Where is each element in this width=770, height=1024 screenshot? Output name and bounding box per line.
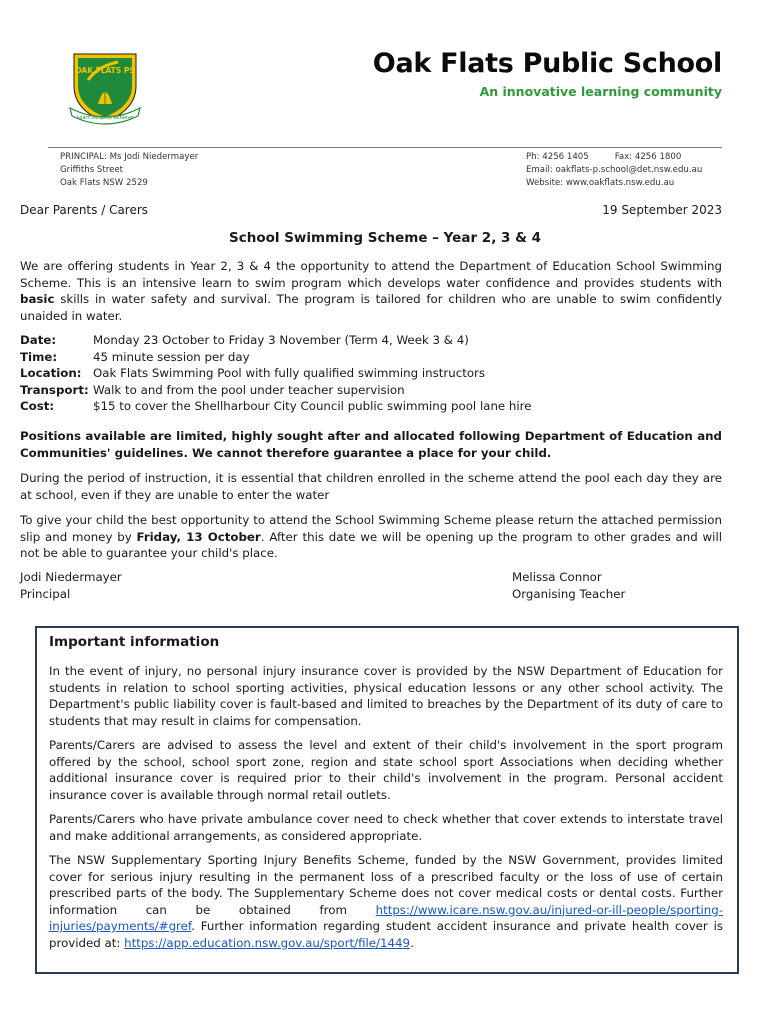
important-paragraph-2: Parents/Carers are advised to assess the level and extent of their child's involvement in the sport program offered by the school, school sport zone, region and state school sport Associations when deciding whether additional insurance cover is required prior to their child's involvement in the program. Personal accident insurance cover is available through normal retail outlets. <box>49 738 723 802</box>
signatory-name: Jodi Niedermayer <box>20 570 122 584</box>
contact-block <box>526 151 702 190</box>
signatory-role: Principal <box>20 586 71 601</box>
website-text: Website: www.oakflats.nsw.edu.au <box>526 178 675 188</box>
crest-motto: Learn Respect Achieve <box>76 115 134 121</box>
important-paragraph-4: The NSW Supplementary Sporting Injury Benefits Scheme, funded by the NSW Government, provides limited cover for serious injury resulting in the permanent loss of a prescribed faculty or the loss of use of certain prescribed parts of the body. The Supplementary Scheme does not cover medical costs or dental costs. Further information can be obtained from https://www.icare.nsw.gov.au/injured-or-ill-people/sporting-injuries/payments/#gref. Further information regarding student accident insurance and private health cover is provided at: https://app.education.nsw.gov.au/sport/file/1449. <box>49 853 723 950</box>
attendance-note: During the period of instruction, it is essential that children enrolled in the scheme attend the pool each day they are at school, even if they are unable to enter the water <box>20 471 722 502</box>
icare-link[interactable]: https://www.icare.nsw.gov.au/injured-or-ill-people/sporting-injuries/payments/#gref <box>49 902 723 933</box>
return-note: To give your child the best opportunity to attend the School Swimming Scheme please return the attached permission slip and money by Friday, 13 October. After this date we will be opening up the program to other grades and will not be able to guarantee your child's place. <box>20 513 723 560</box>
signatory-name: Melissa Connor <box>512 570 602 584</box>
detail-row-transport: Transport: Walk to and from the pool under teacher supervision <box>20 382 405 397</box>
header-divider <box>48 147 722 148</box>
street-line: Griffiths Street <box>60 165 124 175</box>
important-paragraph-3: Parents/Carers who have private ambulance cover need to check whether that cover extends to interstate travel and make additional arrangements, as considered appropriate. <box>49 812 723 843</box>
signatory-role: Organising Teacher <box>512 586 626 601</box>
school-tagline: An innovative learning community <box>479 84 722 99</box>
detail-row-date: Date: Monday 23 October to Friday 3 November (Term 4, Week 3 & 4) <box>20 333 469 347</box>
signatory-teacher <box>512 569 625 602</box>
phone-text: Ph: 4256 1405 <box>526 152 589 162</box>
email-text: Email: oakflats-p.school@det.nsw.edu.au <box>526 165 703 175</box>
salutation: Dear Parents / Carers <box>20 203 149 217</box>
education-sport-link[interactable]: https://app.education.nsw.gov.au/sport/file/1449 <box>124 935 411 950</box>
crest-text: OAK FLATS PS <box>75 66 135 75</box>
suburb-line: Oak Flats NSW 2529 <box>60 178 148 188</box>
important-information-box <box>35 626 739 974</box>
detail-row-time: Time: 45 minute session per day <box>20 349 250 364</box>
signatory-principal <box>20 569 122 602</box>
positions-note: Positions available are limited, highly sought after and allocated following Department of Education and Communities' guidelines. We cannot therefore guarantee a place for your child. <box>20 429 722 460</box>
school-name: Oak Flats Public School <box>372 48 722 79</box>
important-title: Important information <box>49 634 220 650</box>
details-list <box>20 332 532 415</box>
principal-address-block <box>60 151 198 190</box>
school-crest-logo <box>68 46 142 128</box>
detail-row-location: Location: Oak Flats Swimming Pool with fully qualified swimming instructors <box>20 366 486 380</box>
detail-row-cost: Cost: $15 to cover the Shellharbour City Council public swimming pool lane hire <box>20 399 532 413</box>
letter-title: School Swimming Scheme – Year 2, 3 & 4 <box>229 230 541 246</box>
important-paragraph-1: In the event of injury, no personal injury insurance cover is provided by the NSW Department of Education for students in relation to school sporting activities, physical education lessons or any other school activity. The Department's public liability cover is fault-based and limited to breaches by the Department of its duty of care to students that may result in claims for compensation. <box>49 664 723 728</box>
fax-text: Fax: 4256 1800 <box>614 152 682 162</box>
letter-date: 19 September 2023 <box>602 203 722 217</box>
principal-line: PRINCIPAL: Ms Jodi Niedermayer <box>60 152 199 162</box>
intro-paragraph: We are offering students in Year 2, 3 & 4 the opportunity to attend the Department of Education School Swimming Scheme. This is an intensive learn to swim program which develops water confidence and provides students with basic skills in water safety and survival. The program is tailored for children who are unable to swim confidently unaided in water. <box>20 259 722 323</box>
